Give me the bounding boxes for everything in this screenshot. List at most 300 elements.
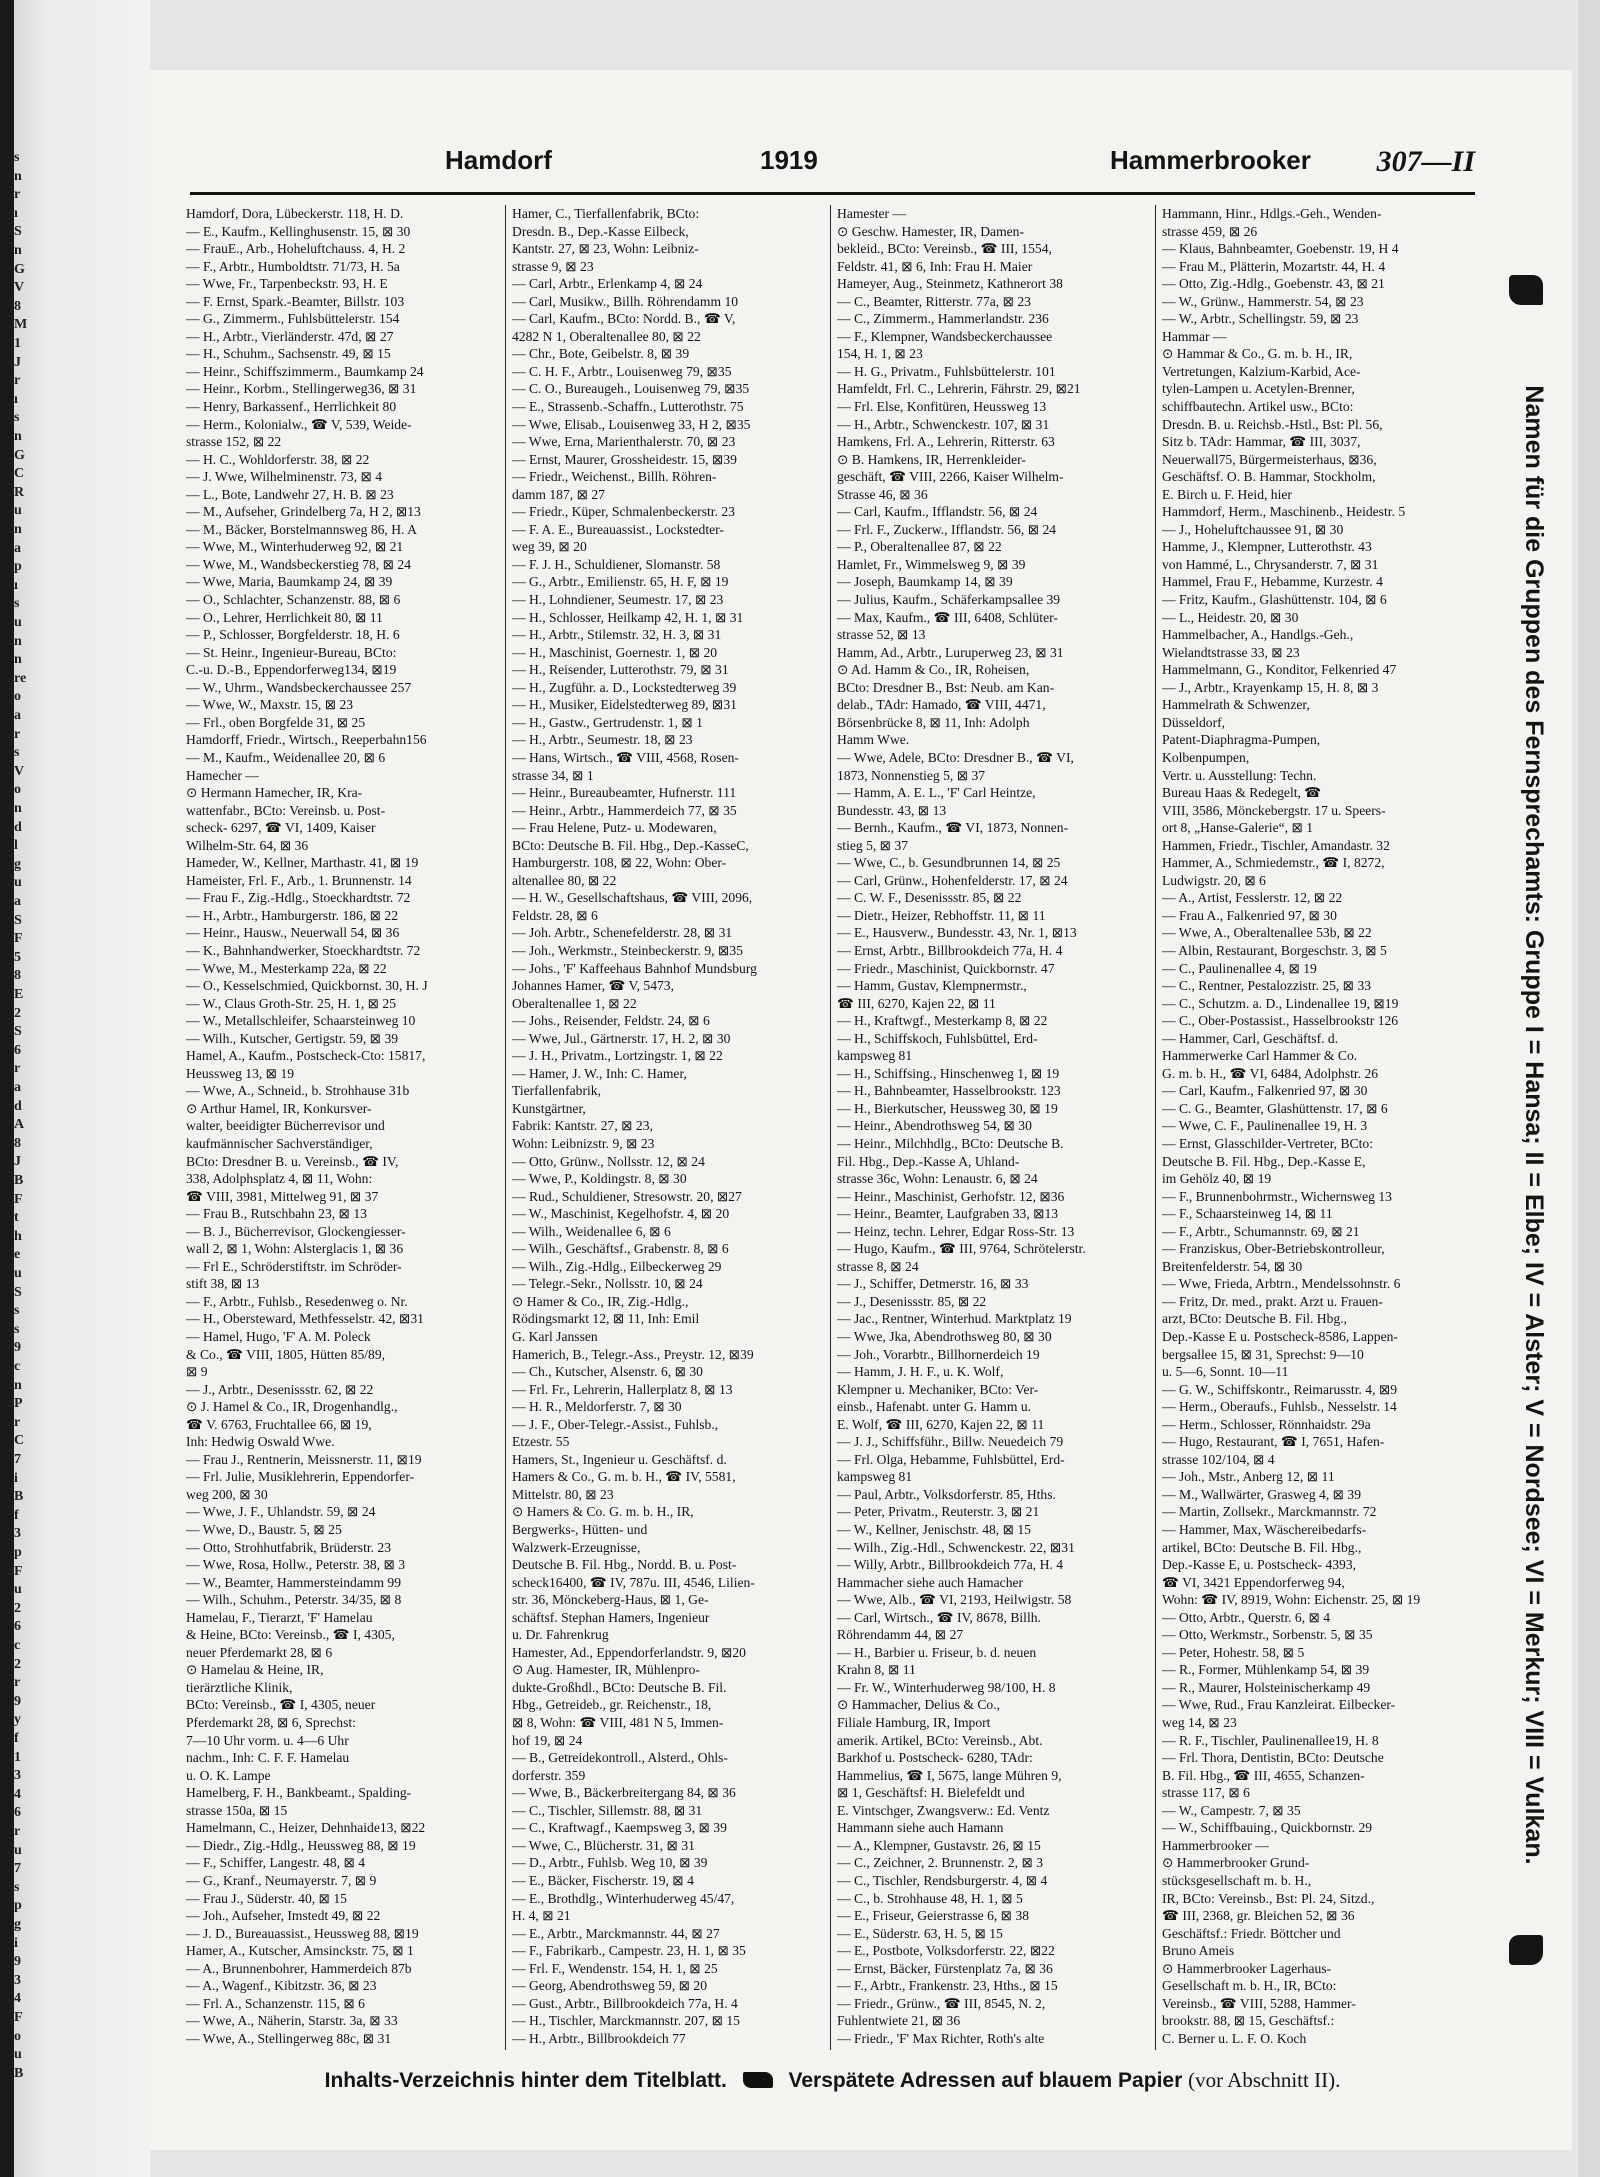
directory-entry-line: Feldstr. 28, ⊠ 6	[512, 907, 598, 923]
directory-entry-line: 7—10 Uhr vorm. u. 4—6 Uhr	[186, 1732, 349, 1748]
directory-entry-line: Hammelbacher, A., Handlgs.-Geh.,	[1162, 627, 1354, 643]
directory-entry-line: — Otto, Zig.-Hdlg., Goebenstr. 43, ⊠ 21	[1162, 276, 1385, 292]
directory-entry-line: Hammacher siehe auch Hamacher	[837, 1574, 1024, 1590]
directory-entry-line: — Dietr., Heizer, Rebhoffstr. 11, ⊠ 11	[837, 907, 1046, 923]
directory-entry-line: ⊙ Ad. Hamm & Co., IR, Roheisen,	[837, 662, 1030, 678]
directory-entry-line: Sitz b. TAdr: Hammar, ☎ III, 3037,	[1162, 434, 1361, 450]
margin-fragment: e	[14, 1247, 21, 1263]
directory-entry-line: — O., Lehrer, Herrlichkeit 80, ⊠ 11	[186, 609, 383, 625]
directory-entry-line: — B., Getreidekontroll., Alsterd., Ohls-	[512, 1750, 728, 1766]
directory-entry-line: — H., Maschinist, Goernestr. 1, ⊠ 20	[512, 644, 718, 660]
directory-entry-line: — Jac., Rentner, Winterhud. Marktplatz 19	[837, 1311, 1072, 1327]
directory-entry-line: — Carl, Wirtsch., ☎ IV, 8678, Billh.	[837, 1609, 1041, 1625]
directory-entry-line: — Joh., Werkmstr., Steinbeckerstr. 9, ⊠35	[512, 942, 743, 958]
directory-entry-line: ⊠ 9	[186, 1364, 208, 1380]
directory-entry-line: B. Fil. Hbg., ☎ III, 4655, Schanzen-	[1162, 1767, 1365, 1783]
margin-fragment: s	[14, 1321, 20, 1337]
directory-entry-line: — C. O., Bureaugeh., Louisenweg 79, ⊠35	[512, 381, 750, 397]
directory-entry-line: Geschäftsf. O. B. Hammar, Stockholm,	[1162, 469, 1376, 485]
directory-entry-line: — C., Ober-Postassist., Hasselbrookstr 126	[1162, 1013, 1399, 1029]
directory-entry-line: Geschäftsf.: Friedr. Böttcher und	[1162, 1925, 1341, 1941]
margin-fragment: u	[14, 1266, 22, 1281]
directory-entry-line: — Johs., 'F' Kaffeehaus Bahnhof Mundsburg	[512, 960, 757, 976]
entry-columns	[180, 205, 1480, 2050]
directory-entry-line: scheck- 6297, ☎ VI, 1409, Kaiser	[186, 820, 376, 836]
directory-entry-line: — Hammer, Carl, Geschäftsf. d.	[1162, 1030, 1339, 1046]
directory-entry-line: 154, H. 1, ⊠ 23	[837, 346, 923, 362]
margin-fragment: n	[14, 429, 22, 444]
directory-entry-line: — A., Brunnenbohrer, Hammerdeich 87b	[186, 1960, 412, 1976]
directory-entry-line: — C., Zeichner, 2. Brunnenstr. 2, ⊠ 3	[837, 1855, 1044, 1871]
margin-fragment: E	[14, 987, 24, 1002]
directory-entry-line: — F. J. H., Schuldiener, Slomanstr. 58	[512, 556, 721, 572]
directory-entry-line: — Wwe, P., Koldingstr. 8, ⊠ 30	[512, 1171, 687, 1187]
directory-entry-line: — Heinr., Korbm., Stellingerweg36, ⊠ 31	[186, 381, 417, 397]
directory-entry-line: — Wwe, Jul., Gärtnerstr. 17, H. 2, ⊠ 30	[512, 1030, 731, 1046]
margin-fragment: ı	[14, 577, 18, 593]
directory-entry-line: Kunstgärtner,	[512, 1100, 586, 1116]
directory-entry-line: ⊙ Arthur Hamel, IR, Konkursver-	[186, 1100, 372, 1116]
directory-entry-line: — Heinr., Bureaubeamter, Hufnerstr. 111	[512, 785, 737, 801]
directory-entry-line: — Wwe, Alb., ☎ VI, 2193, Heilwigstr. 58	[837, 1592, 1072, 1608]
margin-fragment: r	[14, 726, 21, 742]
margin-fragment: 2	[14, 1600, 21, 1616]
directory-entry-line: — G., Arbtr., Emilienstr. 65, H. F, ⊠ 19	[512, 574, 729, 590]
page-number: 307—II	[1376, 145, 1475, 178]
margin-fragment: h	[14, 1228, 22, 1244]
directory-entry-line: — C., Rentner, Pestalozzistr. 25, ⊠ 33	[1162, 978, 1372, 994]
directory-entry-line: Hamelberg, F. H., Bankbeamt., Spalding-	[186, 1785, 412, 1801]
directory-entry-line: von Hammé, L., Chrysanderstr. 7, ⊠ 31	[1162, 556, 1379, 572]
directory-entry-line: — H., Arbtr., Billbrookdeich 77	[512, 2030, 686, 2046]
margin-fragment: n	[14, 522, 22, 537]
margin-fragment: G	[14, 261, 25, 277]
directory-entry-line: — M., Kaufm., Weidenallee 20, ⊠ 6	[186, 749, 386, 765]
directory-entry-line: dukte-Großhdl., BCto: Deutsche B. Fil.	[512, 1679, 727, 1695]
directory-entry-line: Dep.-Kasse E u. Postscheck-8586, Lappen-	[1162, 1329, 1398, 1344]
directory-entry-line: — F., Arbtr., Schumannstr. 69, ⊠ 21	[1162, 1223, 1360, 1239]
directory-entry-line: — Heinr., Abendrothsweg 54, ⊠ 30	[837, 1118, 1032, 1134]
directory-entry-line: bekleid., BCto: Vereinsb., ☎ III, 1554,	[837, 241, 1052, 257]
directory-entry-line: Hamester —	[837, 206, 907, 221]
margin-fragment: o	[14, 2028, 21, 2044]
directory-entry-line: strasse 117, ⊠ 6	[1162, 1785, 1250, 1801]
directory-entry-line: ⊙ B. Hamkens, IR, Herrenkleider-	[837, 451, 1026, 467]
directory-entry-line: — Wwe, A., Näherin, Starstr. 3a, ⊠ 33	[186, 2013, 398, 2029]
margin-fragment: 1	[14, 336, 21, 351]
directory-entry-line: — Wwe, M., Wandsbeckerstieg 78, ⊠ 24	[186, 556, 411, 572]
margin-fragment: B	[14, 1173, 24, 1188]
directory-entry-line: Hamm, Ad., Arbtr., Luruperweg 23, ⊠ 31	[837, 644, 1064, 660]
directory-entry-line: — Hugo, Restaurant, ☎ I, 7651, Hafen-	[1162, 1434, 1385, 1450]
margin-fragment: V	[14, 280, 25, 296]
directory-entry-line: Hammelrath & Schwenzer,	[1162, 697, 1310, 713]
directory-entry-line: Börsenbrücke 8, ⊠ 11, Inh: Adolph	[837, 714, 1030, 730]
directory-entry-line: ☎ VIII, 3981, Mittelweg 91, ⊠ 37	[186, 1188, 379, 1204]
margin-fragment: u	[14, 615, 22, 630]
directory-entry-line: — H., Obersteward, Methfesselstr. 42, ⊠31	[186, 1311, 424, 1327]
margin-fragment: B	[14, 2065, 24, 2081]
directory-entry-line: Hameyer, Aug., Steinmetz, Kathnerort 38	[837, 276, 1063, 292]
directory-entry-line: ⊙ Hammerbrooker Lagerhaus-	[1162, 1960, 1332, 1976]
directory-entry-line: — Ernst, Arbtr., Billbrookdeich 77a, H. 4	[837, 942, 1063, 958]
directory-entry-line: — Wwe, M., Winterhuderweg 92, ⊠ 21	[186, 539, 404, 555]
directory-entry-line: weg 200, ⊠ 30	[186, 1486, 268, 1502]
margin-fragment: 5	[14, 949, 21, 965]
directory-entry-line: Bundesstr. 43, ⊠ 13	[837, 802, 947, 818]
directory-entry-line: Hammer, A., Schmiedemstr., ☎ I, 8272,	[1162, 855, 1385, 871]
directory-entry-line: weg 14, ⊠ 23	[1162, 1715, 1237, 1731]
directory-entry-line: Hammen, Friedr., Tischler, Amandastr. 32	[1162, 837, 1390, 853]
directory-entry-line: — Frau M., Plätterin, Mozartstr. 44, H. 4	[1162, 258, 1386, 274]
directory-entry-line: — Heinr., Maschinist, Gerhofstr. 12, ⊠36	[837, 1188, 1065, 1204]
directory-entry-line: — Frl. Julie, Musiklehrerin, Eppendorfer-	[186, 1469, 415, 1485]
directory-entry-line: stieg 5, ⊠ 37	[837, 837, 909, 853]
directory-entry-line: schiffbautechn. Artikel usw., BCto:	[1162, 399, 1354, 415]
directory-entry-line: — Joh., Vorarbtr., Billhornerdeich 19	[837, 1346, 1040, 1362]
directory-entry-line: — Otto, Werkmstr., Sorbenstr. 5, ⊠ 35	[1162, 1627, 1373, 1643]
margin-fragment: i	[14, 1935, 18, 1951]
directory-entry-line: Hamfeldt, Frl. C., Lehrerin, Fährstr. 29, ⊠21	[837, 381, 1081, 397]
directory-entry-line: u. 5—6, Sonnt. 10—11	[1162, 1364, 1289, 1380]
directory-entry-line: G. m. b. H., ☎ VI, 6484, Adolphstr. 26	[1162, 1065, 1379, 1081]
directory-entry-line: ort 8, „Hanse-Galerie“, ⊠ 1	[1162, 820, 1314, 836]
margin-fragment: 1	[14, 1749, 21, 1765]
directory-entry-line: — Julius, Kaufm., Schäferkampsallee 39	[837, 592, 1061, 608]
directory-entry-line: — H., Barbier u. Friseur, b. d. neuen	[837, 1644, 1037, 1660]
directory-entry-line: ⊙ Hermann Hamecher, IR, Kra-	[186, 785, 363, 801]
directory-entry-line: — Wwe, Maria, Baumkamp 24, ⊠ 39	[186, 574, 393, 590]
directory-entry-line: BCto: Vereinsb., ☎ I, 4305, neuer	[186, 1697, 376, 1713]
directory-entry-line: — Otto, Strohhutfabrik, Brüderstr. 23	[186, 1539, 392, 1555]
directory-entry-line: Wohn: Leibnizstr. 9, ⊠ 23	[512, 1135, 655, 1151]
scan-edge	[0, 0, 14, 2177]
directory-entry-line: — M., Wallwärter, Grasweg 4, ⊠ 39	[1162, 1486, 1362, 1502]
directory-entry-line: — Ernst, Maurer, Grossheidestr. 15, ⊠39	[512, 451, 737, 467]
directory-entry-line: — C. H. F., Arbtr., Louisenweg 79, ⊠35	[512, 363, 732, 379]
margin-fragment: r	[14, 1675, 21, 1691]
directory-entry-line: — R. F., Tischler, Paulinenallee19, H. 8	[1162, 1732, 1379, 1748]
directory-entry-line: kampsweg 81	[837, 1469, 913, 1485]
margin-fragment: S	[14, 912, 22, 928]
directory-entry-line: — Heinr., Beamter, Laufgraben 33, ⊠13	[837, 1206, 1059, 1222]
header-rule	[190, 192, 1475, 195]
directory-entry-line: — W., Uhrm., Wandsbeckerchaussee 257	[186, 679, 412, 695]
directory-entry-line: artikel, BCto: Deutsche B. Fil. Hbg.,	[1162, 1539, 1362, 1555]
directory-entry-line: Inh: Hedwig Oswald Wwe.	[186, 1434, 335, 1450]
directory-entry-line: Pferdemarkt 28, ⊠ 6, Sprechst:	[186, 1715, 356, 1731]
directory-entry-line: Hammar —	[1162, 328, 1227, 344]
directory-entry-line: — A., Klempner, Gustavstr. 26, ⊠ 15	[837, 1837, 1041, 1853]
margin-fragment: a	[14, 894, 21, 909]
directory-entry-line: geschäft, ☎ VIII, 2266, Kaiser Wilhelm-	[837, 469, 1064, 485]
directory-entry-line: Mittelstr. 80, ⊠ 23	[512, 1486, 614, 1502]
margin-fragment: n	[14, 243, 22, 258]
margin-fragment: M	[14, 317, 28, 333]
directory-entry-line: — E., Strassenb.-Schaffn., Lutterothstr. 75	[512, 399, 744, 415]
directory-entry-line: — Wwe, A., Oberaltenallee 53b, ⊠ 22	[1162, 925, 1372, 941]
directory-entry-line: — Wwe, C., b. Gesundbrunnen 14, ⊠ 25	[837, 855, 1061, 871]
directory-entry-line: — C., Paulinenallee 4, ⊠ 19	[1162, 960, 1317, 976]
directory-entry-line: — Ernst, Bäcker, Fürstenplatz 7a, ⊠ 36	[837, 1960, 1053, 1976]
directory-entry-line: damm 187, ⊠ 27	[512, 486, 605, 502]
directory-entry-line: — G. W., Schiffskontr., Reimarusstr. 4, ⊠9	[1162, 1381, 1398, 1397]
directory-entry-line: arzt, BCto: Deutsche B. Fil. Hbg.,	[1162, 1311, 1348, 1327]
directory-entry-line: — Frl., oben Borgfelde 31, ⊠ 25	[186, 714, 366, 730]
margin-fragment: V	[14, 763, 25, 779]
directory-entry-line: Fuhlentwiete 21, ⊠ 36	[837, 2013, 961, 2029]
directory-entry-line: — Hamm, A. E. L., 'F' Carl Heintze,	[837, 785, 1036, 801]
directory-entry-line: — Paul, Arbtr., Volksdorferstr. 85, Hths.	[837, 1486, 1056, 1502]
directory-entry-line: — L., Heidestr. 20, ⊠ 30	[1162, 609, 1299, 625]
directory-entry-line: Hamers, St., Ingenieur u. Geschäftsf. d.	[512, 1451, 727, 1467]
directory-entry-line: strasse 102/104, ⊠ 4	[1162, 1451, 1275, 1467]
directory-entry-line: — A., Artist, Fesslerstr. 12, ⊠ 22	[1162, 890, 1343, 906]
directory-entry-line: kaufmännischer Sachverständiger,	[186, 1135, 373, 1151]
directory-entry-line: — W., Kellner, Jenischstr. 48, ⊠ 15	[837, 1522, 1031, 1538]
entry-column-2	[505, 205, 830, 2050]
margin-fragment: r	[14, 1061, 21, 1077]
directory-entry-line: Hamester, Ad., Eppendorferlandstr. 9, ⊠20	[512, 1644, 746, 1660]
margin-fragment: F	[14, 2010, 23, 2025]
directory-entry-line: — C., Kraftwagf., Kaempsweg 3, ⊠ 39	[512, 1820, 727, 1836]
directory-entry-line: — H., Reisender, Lutterothstr. 79, ⊠ 31	[512, 662, 729, 678]
directory-entry-line: Deutsche B. Fil. Hbg., Nordd. B. u. Post-	[512, 1557, 737, 1573]
directory-entry-line: — H., Lohndiener, Seumestr. 17, ⊠ 23	[512, 592, 724, 608]
margin-fragment: i	[14, 1470, 18, 1486]
directory-entry-line: Klempner u. Mechaniker, BCto: Ver-	[837, 1381, 1039, 1397]
entry-column-4	[1155, 205, 1480, 2050]
directory-entry-line: — Fritz, Kaufm., Glashüttenstr. 104, ⊠ 6	[1162, 592, 1387, 608]
directory-entry-line: — W., Maschinist, Kegelhofstr. 4, ⊠ 20	[512, 1206, 730, 1222]
directory-entry-line: neuer Pferdemarkt 28, ⊠ 6	[186, 1644, 333, 1660]
margin-fragment: ı	[14, 205, 18, 221]
directory-entry-line: — P., Oberaltenallee 87, ⊠ 22	[837, 539, 1002, 555]
directory-entry-line: — Hans, Wirtsch., ☎ VIII, 4568, Rosen-	[512, 749, 739, 765]
directory-entry-line: — Wwe, A., Schneid., b. Strohhause 31b	[186, 1083, 410, 1099]
directory-entry-line: — Joh., Aufseher, Imstedt 49, ⊠ 22	[186, 1908, 381, 1924]
directory-entry-line: ⊙ Hammar & Co., G. m. b. H., IR,	[1162, 346, 1353, 362]
directory-entry-line: — H., Arbtr., Stilemstr. 32, H. 3, ⊠ 31	[512, 627, 722, 643]
directory-entry-line: — Wilh., Zig.-Hdlg., Eilbeckerweg 29	[512, 1258, 722, 1274]
margin-fragment: s	[14, 1303, 20, 1319]
directory-entry-line: — H., Schiffsing., Hinschenweg 1, ⊠ 19	[837, 1065, 1060, 1081]
directory-entry-line: — E., Brothdlg., Winterhuderweg 45/47,	[512, 1890, 735, 1906]
directory-entry-line: — Friedr., Weichenst., Billh. Röhren-	[512, 469, 717, 485]
directory-entry-line: — F., Brunnenbohrmstr., Wichernsweg 13	[1162, 1188, 1392, 1204]
directory-entry-line: bergsallee 15, ⊠ 31, Sprechst: 9—10	[1162, 1346, 1364, 1362]
directory-entry-line: Hammann, Hinr., Hdlgs.-Geh., Wenden-	[1162, 206, 1382, 221]
directory-entry-line: — Wwe, C. F., Paulinenallee 19, H. 3	[1162, 1118, 1368, 1134]
directory-entry-line: — H. R., Meldorferstr. 7, ⊠ 30	[512, 1399, 682, 1415]
directory-entry-line: Hammelius, ☎ I, 5675, lange Mühren 9,	[837, 1767, 1062, 1783]
margin-fragment: g	[14, 856, 21, 872]
margin-fragment: d	[14, 1098, 22, 1114]
directory-entry-line: — Klaus, Bahnbeamter, Goebenstr. 19, H 4	[1162, 241, 1399, 257]
directory-entry-line: Hammerbrooker —	[1162, 1837, 1269, 1853]
directory-entry-line: — Wwe, Rosa, Hollw., Peterstr. 38, ⊠ 3	[186, 1557, 406, 1573]
directory-entry-line: Bruno Ameis	[1162, 1943, 1235, 1959]
margin-fragment: 9	[14, 1954, 21, 1970]
margin-fragment: 9	[14, 1693, 21, 1709]
directory-entry-line: — H., Arbtr., Seumestr. 18, ⊠ 23	[512, 732, 693, 748]
directory-entry-line: — Carl, Arbtr., Erlenkamp 4, ⊠ 24	[512, 276, 703, 292]
directory-entry-line: — J., Arbtr., Desenissstr. 62, ⊠ 22	[186, 1381, 374, 1397]
directory-entry-line: — Georg, Abendrothsweg 59, ⊠ 20	[512, 1978, 708, 1994]
directory-entry-line: — Wwe, Fr., Tarpenbeckstr. 93, H. E	[186, 276, 388, 292]
directory-entry-line: — Wilh., Geschäftsf., Grabenstr. 8, ⊠ 6	[512, 1241, 729, 1257]
directory-entry-line: Vertretungen, Kalzium-Karbid, Ace-	[1162, 363, 1361, 379]
directory-entry-line: — C., Beamter, Ritterstr. 77a, ⊠ 23	[837, 293, 1031, 309]
directory-entry-line: — Fr. W., Winterhuderweg 98/100, H. 8	[837, 1679, 1056, 1695]
directory-entry-line: — Wwe, D., Baustr. 5, ⊠ 25	[186, 1522, 342, 1538]
directory-entry-line: ☎ III, 6270, Kajen 22, ⊠ 11	[837, 995, 996, 1011]
margin-fragment: t	[14, 1210, 19, 1226]
directory-entry-line: ⊙ Hamer & Co., IR, Zig.-Hdlg.,	[512, 1293, 689, 1309]
directory-entry-line: — J. Wwe, Wilhelminenstr. 73, ⊠ 4	[186, 469, 383, 485]
page-header	[190, 145, 1475, 191]
directory-entry-line: Rödingsmarkt 12, ⊠ 11, Inh: Emil	[512, 1311, 700, 1327]
directory-entry-line: — Wilh., Weidenallee 6, ⊠ 6	[512, 1223, 671, 1239]
directory-entry-line: — Frau J., Süderstr. 40, ⊠ 15	[186, 1890, 347, 1906]
directory-entry-line: Hamelmann, C., Heizer, Dehnhaide13, ⊠22	[186, 1820, 426, 1836]
directory-entry-line: — H., Zugführ. a. D., Lockstedterweg 39	[512, 679, 737, 695]
margin-fragment: n	[14, 1377, 22, 1393]
directory-entry-line: — H., Bierkutscher, Heussweg 30, ⊠ 19	[837, 1100, 1058, 1116]
directory-entry-line: — Wwe, C., Blücherstr. 31, ⊠ 31	[512, 1837, 695, 1853]
directory-entry-line: — Wilh., Schuhm., Peterstr. 34/35, ⊠ 8	[186, 1592, 402, 1608]
margin-fragment: 7	[14, 1452, 21, 1467]
margin-fragment: c	[14, 1359, 21, 1374]
directory-entry-line: — W., Beamter, Hammersteindamm 99	[186, 1574, 402, 1590]
directory-entry-line: — E., Bäcker, Fischerstr. 19, ⊠ 4	[512, 1872, 694, 1888]
directory-entry-line: — H., Arbtr., Hamburgerstr. 186, ⊠ 22	[186, 907, 399, 923]
margin-fragment: B	[14, 1489, 24, 1505]
directory-entry-line: Dresdn. B. u. Reichsb.-Hstl., Bst: Pl. 56,	[1162, 416, 1383, 432]
directory-entry-line: Hamdorf, Dora, Lübeckerstr. 118, H. D.	[186, 206, 404, 221]
directory-entry-line: E. Vintschger, Zwangsverw.: Ed. Ventz	[837, 1802, 1050, 1818]
directory-entry-line: BCto: Dresdner B. u. Vereinsb., ☎ IV,	[186, 1153, 399, 1169]
entry-column-3	[830, 205, 1155, 2050]
directory-entry-line: — Max, Kaufm., ☎ III, 6408, Schlüter-	[837, 609, 1058, 625]
directory-entry-line: — Chr., Bote, Geibelstr. 8, ⊠ 39	[512, 346, 690, 362]
margin-fragment: o	[14, 782, 21, 798]
directory-entry-line: E. Wolf, ☎ III, 6270, Kajen 22, ⊠ 11	[837, 1416, 1045, 1432]
directory-entry-line: im Gehölz 40, ⊠ 19	[1162, 1171, 1272, 1187]
margin-fragment: C	[14, 466, 25, 482]
directory-entry-line: — FrauE., Arb., Hoheluftchauss. 4, H. 2	[186, 241, 406, 257]
directory-entry-line: — F. A. E., Bureauassist., Lockstedter-	[512, 521, 724, 537]
directory-entry-line: Dep.-Kasse E, u. Postscheck- 4393,	[1162, 1557, 1357, 1573]
margin-fragment: u	[14, 875, 22, 891]
directory-entry-line: BCto: Dresdner B., Bst: Neub. am Kan-	[837, 679, 1055, 695]
directory-entry-line: — Hamer, J. W., Inh: C. Hamer,	[512, 1065, 687, 1081]
directory-entry-line: — G., Zimmerm., Fuhlsbüttelerstr. 154	[186, 311, 400, 327]
directory-entry-line: Hamkens, Frl. A., Lehrerin, Ritterstr. 63	[837, 434, 1055, 450]
directory-entry-line: G. Karl Janssen	[512, 1329, 598, 1344]
directory-entry-line: — M., Aufseher, Grindelberg 7a, H 2, ⊠13	[186, 504, 421, 520]
directory-entry-line: — Frl. F., Wendenstr. 154, H. 1, ⊠ 25	[512, 1960, 718, 1976]
directory-entry-line: — Wwe, Jka, Abendrothsweg 80, ⊠ 30	[837, 1329, 1052, 1344]
margin-fragment: F	[14, 1563, 23, 1579]
directory-entry-line: Hammelmann, G., Konditor, Felkenried 47	[1162, 662, 1397, 678]
directory-entry-line: — E., Süderstr. 63, H. 5, ⊠ 15	[837, 1925, 1003, 1941]
directory-entry-line: Hamme, J., Klempner, Lutterothstr. 43	[1162, 539, 1372, 555]
directory-entry-line: strasse 459, ⊠ 26	[1162, 223, 1258, 239]
margin-fragment: re	[14, 670, 27, 686]
directory-entry-line: Neuerwall75, Bürgermeisterhaus, ⊠36,	[1162, 451, 1377, 467]
directory-entry-line: — F., Arbtr., Frankenstr. 23, Hths., ⊠ 15	[837, 1978, 1058, 1994]
directory-entry-line: Kolbenpumpen,	[1162, 749, 1250, 765]
margin-fragment: 9	[14, 1340, 21, 1356]
margin-fragment: u	[14, 503, 22, 519]
sidebar-text: Namen für die Gruppen des Fernsprechamts: Gruppe I = Hansa; II = Elbe; IV = Alster; V = Nordsee; VI = Merkur; VIII = Vulkan.	[1520, 385, 1548, 1865]
directory-entry-line: — Diedr., Zig.-Hdlg., Heussweg 88, ⊠ 19	[186, 1837, 416, 1853]
scan-right-margin	[1578, 0, 1600, 2177]
directory-entry-line: — F., Arbtr., Fuhlsb., Resedenweg o. Nr.	[186, 1293, 408, 1309]
page-footer	[190, 2068, 1475, 2098]
directory-entry-line: — C. W. F., Desenissstr. 85, ⊠ 22	[837, 890, 1022, 906]
header-right-keyword: Hammerbrooker	[1110, 145, 1311, 175]
header-year: 1919	[760, 145, 818, 175]
directory-entry-line: — J., Hoheluftchaussee 91, ⊠ 30	[1162, 521, 1344, 537]
directory-entry-line: — Frl. Thora, Dentistin, BCto: Deutsche	[1162, 1750, 1384, 1766]
directory-entry-line: Hamers & Co., G. m. b. H., ☎ IV, 5581,	[512, 1469, 736, 1485]
directory-entry-line: ⊠ 8, Wohn: ☎ VIII, 481 N 5, Immen-	[512, 1715, 724, 1731]
margin-fragment: n	[14, 168, 22, 184]
directory-entry-line: — Joseph, Baumkamp 14, ⊠ 39	[837, 574, 1013, 590]
directory-entry-line	[512, 2047, 824, 2050]
margin-fragment: a	[14, 540, 21, 556]
directory-entry-line: — Wwe, Rud., Frau Kanzleirat. Eilbecker-	[1162, 1697, 1396, 1713]
margin-fragment: 6	[14, 1619, 21, 1635]
directory-entry-line: Etzestr. 55	[512, 1434, 570, 1450]
margin-fragment: u	[14, 2047, 22, 2063]
directory-entry-line: Vereinsb., ☎ VIII, 5288, Hammer-	[1162, 1995, 1356, 2011]
margin-fragment: p	[14, 1898, 22, 1914]
pointing-hand-icon	[1509, 1935, 1543, 1965]
directory-entry-line: Fabrik: Kantstr. 27, ⊠ 23,	[512, 1118, 653, 1134]
directory-entry-line: — Wwe, B., Bäckerbreitergang 84, ⊠ 36	[512, 1785, 736, 1801]
margin-fragment: 4	[14, 1991, 21, 2007]
directory-entry-line: — E., Arbtr., Marckmannstr. 44, ⊠ 27	[512, 1925, 720, 1941]
margin-fragment: u	[14, 1842, 22, 1858]
directory-entry-line: ☎ VI, 3421 Eppendorferweg 94,	[1162, 1574, 1345, 1590]
directory-entry-line: — J., Desenissstr. 85, ⊠ 22	[837, 1293, 987, 1309]
directory-entry-line: — Heinr., Schiffszimmerm., Baumkamp 24	[186, 363, 424, 379]
footer-late-addresses: Verspätete Adressen auf blauem Papier	[788, 2069, 1183, 2092]
margin-fragment: u	[14, 1582, 22, 1598]
directory-entry-line: ⊙ Hamelau & Heine, IR,	[186, 1662, 324, 1678]
directory-entry-line: — H., Musiker, Eidelstedterweg 89, ⊠31	[512, 697, 737, 713]
entry-column-1	[180, 205, 505, 2050]
directory-entry-line: wall 2, ⊠ 1, Wohn: Alsterglacis 1, ⊠ 36	[186, 1241, 404, 1257]
directory-entry-line: strasse 52, ⊠ 13	[837, 627, 926, 643]
directory-entry-line: Ludwigstr. 20, ⊠ 6	[1162, 872, 1266, 888]
directory-entry-line: u. O. K. Lampe	[186, 1767, 271, 1783]
directory-entry-line: Hamerich, B., Telegr.-Ass., Preystr. 12, ⊠39	[512, 1346, 754, 1362]
directory-entry-line: — Frau Helene, Putz- u. Modewaren,	[512, 820, 717, 836]
pointing-hand-icon	[1509, 275, 1543, 305]
directory-entry-line: dorferstr. 359	[512, 1767, 586, 1783]
directory-entry-line: — Willy, Arbtr., Billbrookdeich 77a, H. 4	[837, 1557, 1063, 1573]
directory-entry-line: Hamecher —	[186, 767, 259, 783]
margin-fragment: n	[14, 801, 22, 816]
directory-entry-line: Hamlet, Fr., Wimmelsweg 9, ⊠ 39	[837, 556, 1026, 572]
pointing-hand-icon	[743, 2072, 773, 2088]
directory-entry-line: — Frl. A., Schanzenstr. 115, ⊠ 6	[186, 1995, 365, 2011]
directory-entry-line: Tierfallenfabrik,	[512, 1083, 601, 1099]
